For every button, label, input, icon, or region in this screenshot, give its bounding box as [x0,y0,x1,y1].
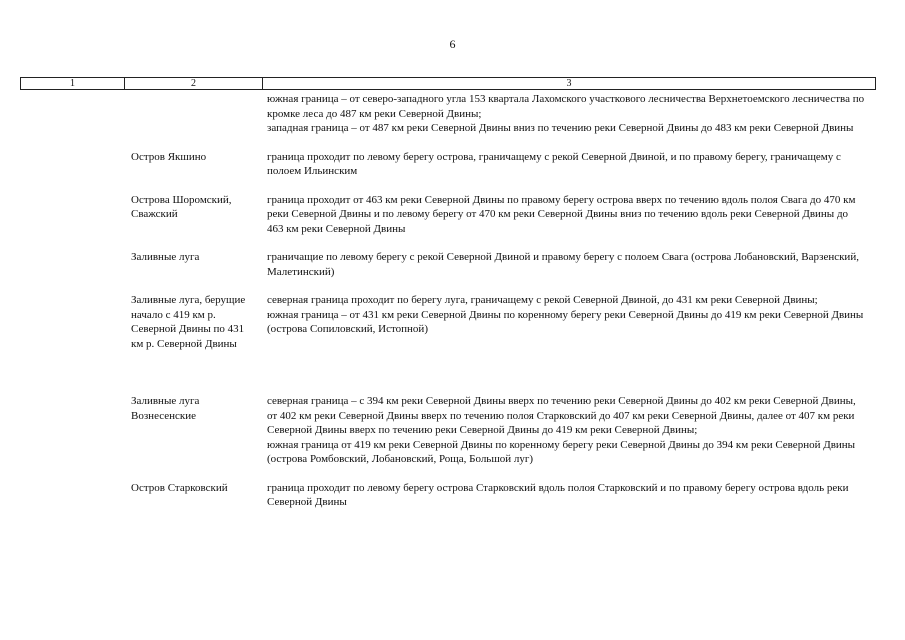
boundary-description [267,394,867,467]
table-header [20,77,876,90]
column-2-header: 2 [125,78,263,90]
boundary-line: южная граница – от 431 км реки Северной Двины по коренному берегу реки Северной Двины до 419 км реки Северной Двины (острова Сопиловский, Истопной) [267,308,864,335]
territory-name: Заливные луга [131,251,200,263]
boundary-description [267,150,867,179]
boundary-line: граница проходит по левому берегу острова, граничащему с рекой Северной Двиной, и по правому берегу, граничащему с полоем Ильинским [267,150,841,177]
boundary-line: граничащие по левому берегу с рекой Северной Двиной и правому берегу с полоем Свага (острова Лобановский, Варзенский, Малетинский) [267,251,859,278]
page-number: 6 [449,37,456,51]
boundary-line: северная граница – с 394 км реки Северной Двины вверх по течению реки Северной Двины до 402 км реки Северной Двины, от 402 км реки Северной Двины вверх по течению полоя Старковский до 407 км реки Северной Двины, далее от 407 км реки Северной Двины вверх по течению реки Северной Двины до 419 км реки Северной Двины; [267,395,856,436]
column-3-header: 3 [263,78,876,90]
table-row [20,293,876,380]
boundary-line: северная граница проходит по берегу луга, граничащему с рекой Северной Двиной, до 431 км реки Северной Двины; [267,294,818,306]
column-1-header: 1 [21,78,125,90]
boundary-description [267,481,867,510]
table-row [20,193,876,237]
boundary-description [267,193,867,237]
territory-name: Остров Старковский [131,481,228,494]
boundary-line: западная граница – от 487 км реки Северной Двины вниз по течению реки Северной Двины до 483 км реки Северной Двины [267,122,854,134]
territory-name: Остров Якшино [131,150,207,163]
boundary-line: граница проходит по левому берегу острова Старковский вдоль полоя Старковский и по правому берегу острова вдоль реки Северной Двины [267,481,849,508]
boundary-line: южная граница от 419 км реки Северной Двины по коренному берегу реки Северной Двины до 394 км реки Северной Двины (острова Ромбовский, Лобановский, Роща, Большой луг) [267,438,856,465]
boundary-line: южная граница – от северо-западного угла 153 квартала Лахомского участкового лесничества Верхнетоемского лесничества по кромке леса до 487 км реки Северной Двины; [267,93,865,120]
boundary-description [267,92,867,136]
table-row [20,250,876,279]
table-body [20,92,876,510]
table-row [20,481,876,510]
territory-name: Заливные луга, берущие начало с 419 км р. Северной Двины по 431 км р. Северной Двины [131,294,246,350]
boundary-line: граница проходит от 463 км реки Северной Двины по правому берегу острова вверх по течению вдоль полоя Свага до 470 км реки Северной Двины и по левому берегу от 470 км реки Северной Двины вниз по течению вдоль реки Северной Двины до 463 км реки Северной Двины [267,193,856,235]
table-row [20,92,876,136]
territory-name: Заливные луга Вознесенские [131,395,200,422]
boundary-description [267,250,867,279]
boundary-description [267,293,867,337]
territory-name: Острова Шоромский, Сважский [131,193,232,220]
table-row [20,394,876,467]
table-row [20,150,876,179]
